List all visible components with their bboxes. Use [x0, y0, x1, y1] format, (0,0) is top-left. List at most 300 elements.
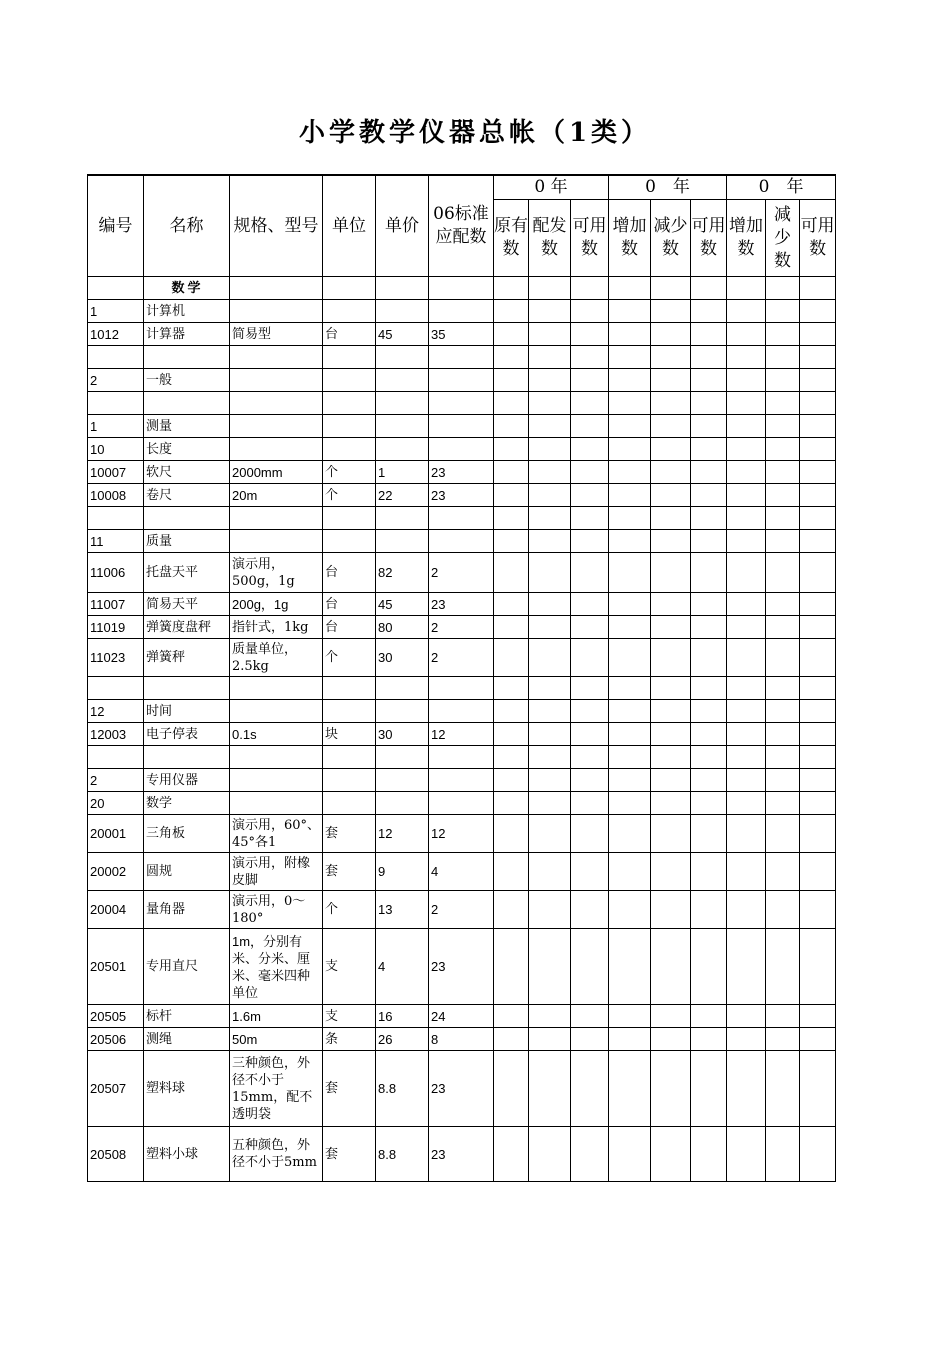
- cell-unit: 套: [323, 1127, 376, 1182]
- table-header: [88, 175, 836, 277]
- cell-price: 13: [376, 891, 429, 929]
- cell-name: 塑料球: [144, 1051, 230, 1127]
- cell-year-value: [691, 346, 727, 369]
- cell-price: 8.8: [376, 1051, 429, 1127]
- cell-year-value: [571, 438, 609, 461]
- cell-code: 11006: [88, 553, 144, 593]
- cell-year-value: [651, 415, 691, 438]
- cell-year-value: [727, 616, 766, 639]
- cell-year-value: [766, 639, 800, 677]
- cell-code: 2: [88, 769, 144, 792]
- cell-name: 简易天平: [144, 593, 230, 616]
- cell-year-value: [800, 746, 836, 769]
- cell-year-value: [727, 415, 766, 438]
- cell-year-value: [609, 792, 651, 815]
- cell-year-value: [766, 616, 800, 639]
- cell-year-value: [571, 891, 609, 929]
- cell-year-value: [800, 853, 836, 891]
- cell-year-value: [800, 1051, 836, 1127]
- cell-year-value: [529, 746, 571, 769]
- header-price: 单价: [376, 175, 429, 277]
- cell-name: 标杆: [144, 1005, 230, 1028]
- cell-year-value: [529, 1127, 571, 1182]
- cell-year-value: [571, 677, 609, 700]
- cell-spec: [230, 530, 323, 553]
- cell-year-value: [651, 853, 691, 891]
- cell-year-value: [494, 277, 529, 300]
- cell-unit: 台: [323, 553, 376, 593]
- cell-code: 20505: [88, 1005, 144, 1028]
- cell-year-value: [651, 346, 691, 369]
- cell-year-value: [609, 769, 651, 792]
- page-title: 小学教学仪器总帐（1类）: [298, 118, 652, 148]
- cell-year-value: [651, 815, 691, 853]
- cell-year-value: [494, 616, 529, 639]
- cell-year-value: [651, 723, 691, 746]
- cell-year-value: [494, 769, 529, 792]
- cell-price: [376, 769, 429, 792]
- header-unit: 单位: [323, 175, 376, 277]
- cell-year-value: [727, 929, 766, 1005]
- cell-year-value: [691, 1028, 727, 1051]
- cell-code: 20501: [88, 929, 144, 1005]
- cell-year-value: [529, 484, 571, 507]
- cell-year-value: [494, 369, 529, 392]
- cell-code: 10008: [88, 484, 144, 507]
- cell-year-value: [609, 461, 651, 484]
- cell-year-value: [494, 700, 529, 723]
- cell-price: 82: [376, 553, 429, 593]
- cell-year-value: [727, 746, 766, 769]
- cell-year-value: [609, 677, 651, 700]
- cell-year-value: [609, 300, 651, 323]
- cell-year-value: [651, 553, 691, 593]
- cell-standard: 4: [429, 853, 494, 891]
- cell-year-value: [529, 369, 571, 392]
- cell-empty: [376, 507, 429, 530]
- cell-empty: [376, 277, 429, 300]
- cell-year-value: [691, 891, 727, 929]
- cell-year-value: [494, 323, 529, 346]
- cell-year-value: [494, 891, 529, 929]
- cell-standard: [429, 300, 494, 323]
- cell-year-value: [571, 507, 609, 530]
- cell-empty: [144, 392, 230, 415]
- cell-year-value: [651, 323, 691, 346]
- table-row: [88, 815, 836, 853]
- cell-year-value: [727, 1127, 766, 1182]
- cell-code: 1: [88, 300, 144, 323]
- table-row: [88, 700, 836, 723]
- cell-year-value: [766, 891, 800, 929]
- cell-year-value: [691, 639, 727, 677]
- cell-price: 45: [376, 323, 429, 346]
- cell-spec: [230, 792, 323, 815]
- table-row: [88, 461, 836, 484]
- cell-empty: [88, 746, 144, 769]
- cell-code: 20001: [88, 815, 144, 853]
- cell-empty: [230, 277, 323, 300]
- cell-name: 专用仪器: [144, 769, 230, 792]
- header-subcol: 增加数: [609, 200, 651, 277]
- cell-year-value: [571, 929, 609, 1005]
- cell-year-value: [727, 530, 766, 553]
- cell-year-value: [727, 639, 766, 677]
- cell-name: 专用直尺: [144, 929, 230, 1005]
- cell-spec: 指针式，1kg: [230, 616, 323, 639]
- cell-empty: [230, 677, 323, 700]
- header-subcol: 可用数: [571, 200, 609, 277]
- header-subcol: 增加数: [727, 200, 766, 277]
- cell-code: 20002: [88, 853, 144, 891]
- cell-code: 20506: [88, 1028, 144, 1051]
- cell-year-value: [800, 369, 836, 392]
- cell-spec: 1.6m: [230, 1005, 323, 1028]
- cell-year-value: [766, 346, 800, 369]
- cell-code: 11023: [88, 639, 144, 677]
- cell-year-value: [609, 639, 651, 677]
- cell-year-value: [691, 1005, 727, 1028]
- header-subcol: 可用数: [691, 200, 727, 277]
- cell-year-value: [609, 346, 651, 369]
- cell-year-value: [571, 553, 609, 593]
- cell-year-value: [571, 1051, 609, 1127]
- cell-year-value: [800, 392, 836, 415]
- cell-year-value: [609, 1028, 651, 1051]
- cell-year-value: [691, 392, 727, 415]
- cell-year-value: [571, 853, 609, 891]
- table-row: [88, 929, 836, 1005]
- header-standard: 06标准应配数: [429, 175, 494, 277]
- cell-year-value: [529, 277, 571, 300]
- cell-year-value: [571, 369, 609, 392]
- cell-price: 22: [376, 484, 429, 507]
- cell-year-value: [571, 723, 609, 746]
- cell-year-value: [494, 593, 529, 616]
- cell-price: 12: [376, 815, 429, 853]
- cell-year-value: [494, 815, 529, 853]
- cell-year-value: [691, 677, 727, 700]
- cell-empty: [230, 746, 323, 769]
- cell-empty: [429, 507, 494, 530]
- cell-year-value: [800, 593, 836, 616]
- cell-code: 20004: [88, 891, 144, 929]
- table-row: [88, 346, 836, 369]
- cell-year-value: [651, 461, 691, 484]
- cell-year-value: [529, 507, 571, 530]
- cell-code: 10007: [88, 461, 144, 484]
- table-row: [88, 415, 836, 438]
- cell-standard: [429, 700, 494, 723]
- cell-empty: [88, 507, 144, 530]
- cell-price: [376, 415, 429, 438]
- cell-year-value: [494, 677, 529, 700]
- cell-name: 一般: [144, 369, 230, 392]
- cell-year-value: [727, 346, 766, 369]
- cell-empty: [230, 392, 323, 415]
- cell-code: 11: [88, 530, 144, 553]
- cell-year-value: [609, 1005, 651, 1028]
- cell-standard: [429, 369, 494, 392]
- cell-year-value: [571, 346, 609, 369]
- cell-unit: 台: [323, 616, 376, 639]
- table-row: [88, 484, 836, 507]
- cell-spec: 200g，1g: [230, 593, 323, 616]
- cell-year-value: [529, 1051, 571, 1127]
- cell-spec: 50m: [230, 1028, 323, 1051]
- table-body: [88, 277, 836, 1182]
- cell-code: 20507: [88, 1051, 144, 1127]
- cell-year-value: [800, 769, 836, 792]
- cell-standard: [429, 438, 494, 461]
- cell-year-value: [651, 677, 691, 700]
- cell-name: 圆规: [144, 853, 230, 891]
- cell-standard: 2: [429, 553, 494, 593]
- cell-year-value: [494, 792, 529, 815]
- cell-year-value: [727, 1028, 766, 1051]
- cell-year-value: [494, 438, 529, 461]
- cell-spec: 演示用，附橡皮脚: [230, 853, 323, 891]
- cell-year-value: [691, 415, 727, 438]
- cell-year-value: [766, 1051, 800, 1127]
- header-subcol: 原有数: [494, 200, 529, 277]
- cell-empty: [323, 746, 376, 769]
- cell-standard: 23: [429, 484, 494, 507]
- table-row: [88, 593, 836, 616]
- cell-year-value: [691, 593, 727, 616]
- cell-year-value: [571, 746, 609, 769]
- cell-year-value: [691, 616, 727, 639]
- cell-year-value: [529, 438, 571, 461]
- table-row: [88, 438, 836, 461]
- header-year-group: 0 年: [609, 175, 727, 200]
- cell-spec: 0.1s: [230, 723, 323, 746]
- cell-standard: 23: [429, 461, 494, 484]
- cell-year-value: [529, 553, 571, 593]
- cell-year-value: [529, 323, 571, 346]
- cell-year-value: [766, 769, 800, 792]
- cell-year-value: [651, 530, 691, 553]
- cell-year-value: [766, 461, 800, 484]
- cell-year-value: [529, 769, 571, 792]
- cell-year-value: [800, 553, 836, 593]
- cell-year-value: [494, 1028, 529, 1051]
- cell-year-value: [494, 530, 529, 553]
- cell-standard: [429, 792, 494, 815]
- cell-name: 计算器: [144, 323, 230, 346]
- cell-year-value: [529, 677, 571, 700]
- cell-year-value: [571, 277, 609, 300]
- cell-year-value: [691, 853, 727, 891]
- cell-empty: [429, 277, 494, 300]
- cell-empty: [144, 746, 230, 769]
- table-row: [88, 323, 836, 346]
- cell-year-value: [766, 392, 800, 415]
- table-row: [88, 1127, 836, 1182]
- cell-year-value: [800, 891, 836, 929]
- cell-year-value: [766, 1127, 800, 1182]
- cell-year-value: [727, 461, 766, 484]
- table-row: [88, 723, 836, 746]
- cell-year-value: [651, 1127, 691, 1182]
- cell-year-value: [494, 746, 529, 769]
- ledger-table: [87, 174, 836, 1182]
- cell-year-value: [494, 392, 529, 415]
- cell-year-value: [766, 929, 800, 1005]
- cell-year-value: [651, 1028, 691, 1051]
- cell-name: 计算机: [144, 300, 230, 323]
- cell-code: 12003: [88, 723, 144, 746]
- cell-year-value: [727, 891, 766, 929]
- cell-code: 20508: [88, 1127, 144, 1182]
- cell-spec: [230, 438, 323, 461]
- cell-empty: [323, 277, 376, 300]
- cell-year-value: [766, 415, 800, 438]
- cell-empty: [323, 507, 376, 530]
- cell-year-value: [529, 639, 571, 677]
- cell-name: 电子停表: [144, 723, 230, 746]
- cell-name: 测绳: [144, 1028, 230, 1051]
- cell-standard: 35: [429, 323, 494, 346]
- cell-year-value: [651, 769, 691, 792]
- cell-standard: [429, 530, 494, 553]
- cell-empty: [323, 677, 376, 700]
- cell-price: 8.8: [376, 1127, 429, 1182]
- cell-name: 卷尺: [144, 484, 230, 507]
- table-row: [88, 792, 836, 815]
- cell-unit: 个: [323, 639, 376, 677]
- cell-year-value: [766, 677, 800, 700]
- cell-year-value: [766, 1028, 800, 1051]
- cell-empty: [88, 346, 144, 369]
- category-label: 数学: [144, 277, 230, 300]
- cell-year-value: [494, 853, 529, 891]
- cell-year-value: [651, 1005, 691, 1028]
- cell-standard: 12: [429, 723, 494, 746]
- cell-year-value: [766, 815, 800, 853]
- cell-year-value: [691, 815, 727, 853]
- cell-year-value: [800, 1005, 836, 1028]
- cell-price: 4: [376, 929, 429, 1005]
- cell-year-value: [766, 323, 800, 346]
- cell-year-value: [800, 507, 836, 530]
- table-row: [88, 853, 836, 891]
- cell-year-value: [651, 700, 691, 723]
- cell-year-value: [494, 415, 529, 438]
- cell-year-value: [691, 369, 727, 392]
- cell-year-value: [766, 1005, 800, 1028]
- cell-price: 30: [376, 639, 429, 677]
- cell-standard: 24: [429, 1005, 494, 1028]
- cell-standard: 12: [429, 815, 494, 853]
- cell-spec: 2000mm: [230, 461, 323, 484]
- cell-year-value: [727, 392, 766, 415]
- cell-year-value: [651, 300, 691, 323]
- cell-year-value: [529, 593, 571, 616]
- cell-year-value: [800, 1127, 836, 1182]
- cell-unit: 条: [323, 1028, 376, 1051]
- cell-name: 数学: [144, 792, 230, 815]
- cell-empty: [376, 746, 429, 769]
- cell-unit: 套: [323, 815, 376, 853]
- cell-year-value: [609, 616, 651, 639]
- cell-year-value: [800, 700, 836, 723]
- cell-year-value: [529, 392, 571, 415]
- cell-year-value: [494, 346, 529, 369]
- cell-year-value: [529, 700, 571, 723]
- cell-year-value: [571, 792, 609, 815]
- cell-empty: [144, 507, 230, 530]
- cell-year-value: [609, 746, 651, 769]
- cell-year-value: [766, 369, 800, 392]
- table-row: [88, 553, 836, 593]
- cell-year-value: [651, 593, 691, 616]
- cell-unit: [323, 300, 376, 323]
- cell-code: 2: [88, 369, 144, 392]
- cell-code: 12: [88, 700, 144, 723]
- cell-year-value: [571, 769, 609, 792]
- cell-year-value: [800, 1028, 836, 1051]
- cell-year-value: [529, 616, 571, 639]
- cell-year-value: [609, 553, 651, 593]
- cell-year-value: [800, 484, 836, 507]
- header-year-group: 0 年: [727, 175, 836, 200]
- cell-year-value: [571, 300, 609, 323]
- cell-code: 20: [88, 792, 144, 815]
- cell-name: 三角板: [144, 815, 230, 853]
- cell-year-value: [651, 929, 691, 1005]
- cell-year-value: [609, 929, 651, 1005]
- cell-year-value: [766, 593, 800, 616]
- cell-year-value: [727, 593, 766, 616]
- cell-spec: 简易型: [230, 323, 323, 346]
- cell-empty: [376, 346, 429, 369]
- cell-year-value: [800, 415, 836, 438]
- cell-standard: 2: [429, 891, 494, 929]
- cell-unit: 个: [323, 461, 376, 484]
- cell-year-value: [766, 853, 800, 891]
- cell-empty: [429, 392, 494, 415]
- table-row: [88, 677, 836, 700]
- cell-year-value: [800, 815, 836, 853]
- cell-standard: 2: [429, 639, 494, 677]
- cell-year-value: [609, 484, 651, 507]
- table-row: [88, 769, 836, 792]
- cell-year-value: [609, 723, 651, 746]
- cell-name: 软尺: [144, 461, 230, 484]
- cell-year-value: [691, 553, 727, 593]
- cell-year-value: [494, 553, 529, 593]
- cell-year-value: [727, 1005, 766, 1028]
- cell-name: 托盘天平: [144, 553, 230, 593]
- cell-year-value: [651, 891, 691, 929]
- cell-empty: [144, 346, 230, 369]
- cell-year-value: [609, 1127, 651, 1182]
- cell-unit: 台: [323, 593, 376, 616]
- cell-price: 30: [376, 723, 429, 746]
- cell-price: 45: [376, 593, 429, 616]
- cell-year-value: [651, 277, 691, 300]
- cell-spec: 演示用，0～180°: [230, 891, 323, 929]
- cell-spec: 五种颜色，外径不小于5mm: [230, 1127, 323, 1182]
- cell-year-value: [727, 484, 766, 507]
- cell-unit: [323, 769, 376, 792]
- cell-year-value: [529, 723, 571, 746]
- cell-unit: 支: [323, 1005, 376, 1028]
- cell-year-value: [727, 438, 766, 461]
- cell-unit: [323, 792, 376, 815]
- cell-year-value: [691, 746, 727, 769]
